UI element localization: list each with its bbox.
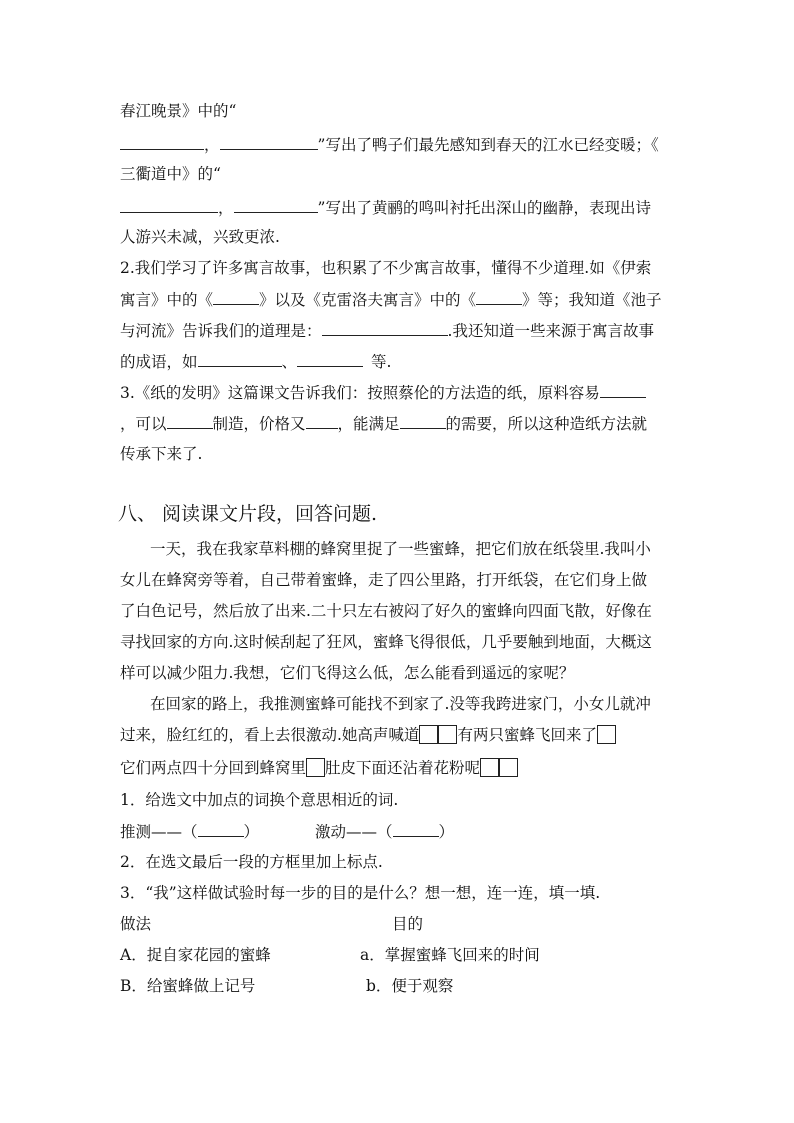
para1-line-5: 样可以减少阻力.我想，它们飞得这么低，怎么能看到遥远的家呢？: [120, 664, 575, 682]
blank[interactable]: [306, 413, 338, 429]
column-purpose-label: 目的: [392, 915, 424, 933]
q7-3-line-c: 传承下来了.: [120, 445, 203, 463]
para2-line-1: 在回家的路上，我推测蜜蜂可能找不到家了.没等我跨进家门，小女儿就冲: [150, 695, 651, 713]
purpose-b[interactable]: b．便于观察: [366, 977, 454, 995]
purpose-a[interactable]: a．掌握蜜蜂飞回来的时间: [360, 946, 540, 964]
para2-line-3: 它们两点四十分回到蜂窝里 肚皮下面还沾着花粉呢: [120, 758, 518, 778]
section-8-title: 八、 阅读课文片段，回答问题.: [118, 503, 378, 525]
blank[interactable]: [167, 413, 213, 429]
blank[interactable]: [476, 289, 522, 305]
blank[interactable]: [213, 289, 259, 305]
question-1-words: 推测——（ ） 激动——（ ）: [120, 823, 455, 841]
para2-line-2: 过来，脸红红的，看上去很激动.她高声喊道 有两只蜜蜂飞回来了: [120, 725, 616, 745]
blank[interactable]: [322, 320, 448, 336]
blank[interactable]: [220, 134, 318, 150]
q7-line-3: 三衢道中》的“: [120, 165, 221, 183]
blank[interactable]: [234, 197, 318, 213]
method-a[interactable]: A．捉自家花园的蜜蜂: [120, 946, 271, 964]
punctuation-box[interactable]: [499, 758, 518, 777]
q7-2-line-d: 的成语，如 、 等.: [120, 353, 392, 371]
punctuation-box[interactable]: [306, 758, 325, 777]
q7-2-line-c: 与河流》告诉我们的道理是： .我还知道一些来源于寓言故事: [120, 322, 654, 340]
q7-2-line-b: 寓言》中的《 》以及《克雷洛夫寓言》中的《 》等；我知道《池子: [120, 291, 662, 309]
q7-line-4: ， ”写出了黄鹂的鸣叫衬托出深山的幽静，表现出诗: [120, 197, 651, 218]
punctuation-box[interactable]: [419, 725, 438, 744]
blank[interactable]: [120, 197, 218, 213]
q7-3-line-a: 3.《纸的发明》这篇课文告诉我们：按照蔡伦的方法造的纸，原料容易: [120, 382, 646, 403]
q7-2-line-a: 2.我们学习了许多寓言故事，也积累了不少寓言故事，懂得不少道理.如《伊索: [120, 259, 652, 277]
q7-line-2: ， ”写出了鸭子们最先感知到春天的江水已经变暖；《: [120, 134, 659, 155]
punctuation-box[interactable]: [597, 725, 616, 744]
q7-line-4-text: ”写出了黄鹂的鸣叫衬托出深山的幽静，表现出诗: [317, 199, 651, 217]
q7-line-1: 春江晚景》中的“: [120, 102, 237, 120]
para1-line-1: 一天，我在我家草料棚的蜂窝里捉了一些蜜蜂，把它们放在纸袋里.我叫小: [150, 540, 651, 558]
question-3: 3．“我”这样做试验时每一步的目的是什么？想一想，连一连，填一填.: [120, 884, 601, 902]
q7-line-2-text: ”写出了鸭子们最先感知到春天的江水已经变暖；《: [317, 136, 659, 154]
q7-3-line-b: ，可以 制造，价格又 ，能满足 的需要，所以这种造纸方法就: [120, 415, 648, 433]
blank[interactable]: [400, 413, 446, 429]
para1-line-3: 了白色记号，然后放了出来.二十只左右被闷了好久的蜜蜂向四面飞散，好像在: [120, 602, 652, 620]
q7-line-5: 人游兴未减，兴致更浓.: [120, 228, 280, 246]
question-2: 2．在选文最后一段的方框里加上标点.: [120, 853, 383, 871]
para1-line-4: 寻找回家的方向.这时候刮起了狂风，蜜蜂飞得很低，几乎要触到地面，大概这: [120, 633, 652, 651]
blank-tuice[interactable]: [198, 821, 244, 837]
method-b[interactable]: B．给蜜蜂做上记号: [120, 977, 256, 995]
punctuation-box[interactable]: [438, 725, 457, 744]
blank[interactable]: [120, 134, 204, 150]
blank-jidong[interactable]: [393, 821, 439, 837]
blank[interactable]: [297, 351, 363, 367]
punctuation-box[interactable]: [480, 758, 499, 777]
column-method-label: 做法: [120, 915, 152, 933]
blank[interactable]: [198, 351, 282, 367]
blank[interactable]: [600, 382, 646, 398]
question-1: 1．给选文中加点的词换个意思相近的词.: [120, 791, 399, 809]
para1-line-2: 女儿在蜂窝旁等着，自己带着蜜蜂，走了四公里路，打开纸袋，在它们身上做: [120, 571, 648, 589]
